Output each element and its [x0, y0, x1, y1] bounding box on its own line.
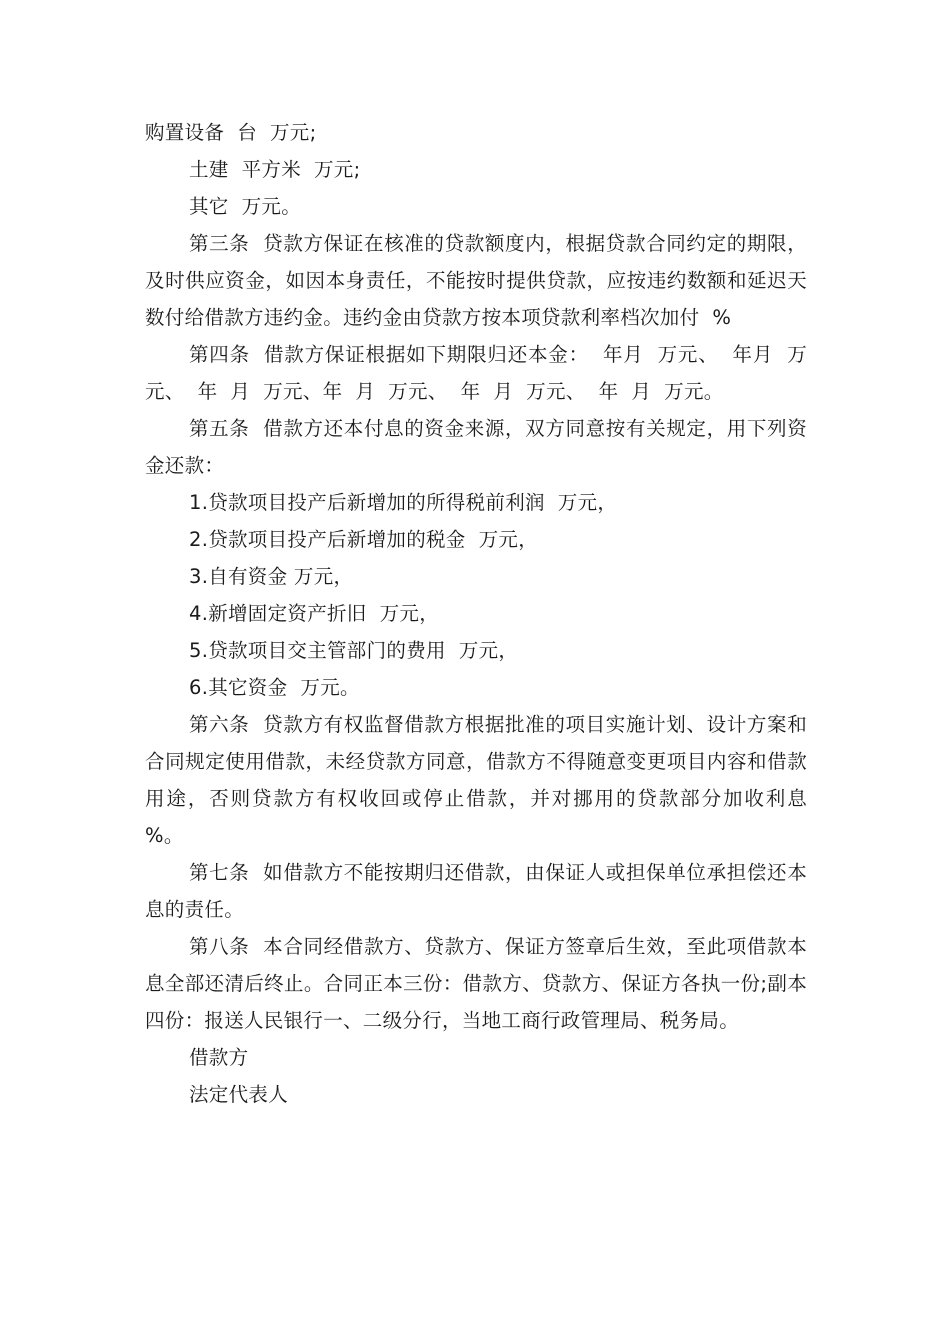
- paragraph-other-costs: 其它 万元。: [189, 195, 301, 218]
- article-4: 第四条 借款方保证根据如下期限归还本金： 年月 万元、 年月 万元、 年 月 万元、年 月 万元、 年 月 万元、 年 月 万元。: [145, 343, 807, 403]
- repayment-source-item-3: 3.自有资金 万元，: [189, 565, 354, 588]
- signature-legal-representative: 法定代表人: [189, 1083, 289, 1106]
- article-7: 第七条 如借款方不能按期归还借款，由保证人或担保单位承担偿还本息的责任。: [145, 861, 807, 921]
- article-8: 第八条 本合同经借款方、贷款方、保证方签章后生效，至此项借款本息全部还清后终止。合同正本三份：借款方、贷款方、保证方各执一份;副本四份：报送人民银行一、二级分行，当地工商行政管理局、税务局。: [145, 935, 807, 1032]
- article-6: 第六条 贷款方有权监督借款方根据批准的项目实施计划、设计方案和合同规定使用借款，未经贷款方同意，借款方不得随意变更项目内容和借款用途，否则贷款方有权收回或停止借款，并对挪用的贷款部分加收利息 %。: [145, 713, 820, 847]
- repayment-source-item-6: 6.其它资金 万元。: [189, 676, 360, 699]
- paragraph-equipment-purchase: 购置设备 台 万元;: [145, 121, 317, 144]
- paragraph-civil-construction: 土建 平方米 万元;: [189, 158, 361, 181]
- repayment-source-item-2: 2.贷款项目投产后新增加的税金 万元，: [189, 528, 539, 551]
- repayment-source-item-4: 4.新增固定资产折旧 万元，: [189, 602, 440, 625]
- repayment-source-item-5: 5.贷款项目交主管部门的费用 万元，: [189, 639, 519, 662]
- article-5: 第五条 借款方还本付息的资金来源，双方同意按有关规定，用下列资金还款：: [145, 417, 807, 477]
- article-3: 第三条 贷款方保证在核准的贷款额度内，根据贷款合同约定的期限，及时供应资金，如因本身责任，不能按时提供贷款，应按违约数额和延迟天数付给借款方违约金。违约金由贷款方按本项贷款利率档次加付 %: [145, 232, 807, 329]
- signature-borrower: 借款方: [189, 1046, 249, 1069]
- contract-body: [145, 114, 820, 1113]
- repayment-source-item-1: 1.贷款项目投产后新增加的所得税前利润 万元，: [189, 491, 618, 514]
